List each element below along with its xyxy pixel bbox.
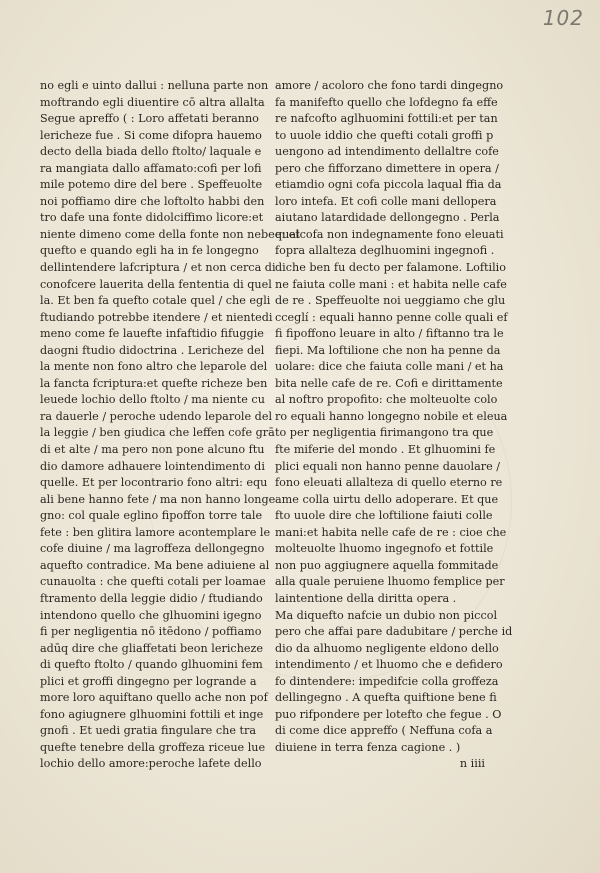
text-line: aiutano latardidade dellongegno . Perla (275, 211, 500, 225)
signature-mark: n iiii (459, 757, 485, 771)
text-line: bita nelle cafe de re. Cofi e dirittamente (275, 376, 503, 390)
text-line: la leggie / ben giudica che leffen cofe grā (40, 426, 275, 440)
text-line: alla quale peruiene lhuomo femplice per (275, 575, 505, 589)
text-line: fi fipoffono leuare in alto / fiftanno tra le (275, 327, 504, 341)
text-line: loro intefa. Et cofi colle mani dellopera (275, 194, 497, 208)
text-line: diuiene in terra fenza cagione . ) (275, 740, 461, 754)
text-line: lericheze fue . Si come difopra hauemo (40, 128, 262, 142)
text-line: mile potemo dire del bere . Speffeuolte (40, 178, 263, 192)
text-line: de re . Speffeuolte noi ueggiamo che glu (275, 294, 506, 308)
text-line: intendono quello che glhuomini igegno (40, 608, 262, 622)
text-line: re nafcofto aglhuomini fottili:et per tan (275, 112, 498, 126)
right-text-column (275, 78, 513, 773)
text-line: ro equali hanno longegno nobile et eleua (275, 409, 508, 423)
text-line: lochio dello amore:peroche lafete dello (40, 757, 262, 771)
text-line: tro dafe una fonte didolciffimo licore:et (40, 211, 264, 225)
text-line: pero che fifforzano dimettere in opera / (275, 161, 499, 175)
text-line: Ma diquefto nafcie un dubio non piccol (275, 608, 498, 622)
text-line: aquefto contradice. Ma bene adiuiene al (40, 558, 270, 572)
text-line: uolare: dice che faiuta colle mani / et ha (275, 360, 504, 374)
text-line: fopra allalteza deglhuomini ingegnofi . (275, 244, 495, 258)
text-line: quefto e quando egli ha in fe longegno (40, 244, 259, 258)
text-line: amore / acoloro che fono tardi dingegno (275, 79, 504, 92)
text-line: fa manifefto quello che lofdegno fa effe (275, 95, 498, 109)
text-line: al noftro propofito: che molteuolte colo (275, 393, 498, 407)
text-line: ftudiando potrebbe itendere / et nientedi (40, 310, 273, 324)
text-line: fete : ben glitira lamore acontemplare le (40, 525, 271, 539)
text-line: niente dimeno come della fonte non nebee: et (40, 227, 300, 241)
text-line: dio damore adhauere lointendimento di (40, 459, 265, 473)
text-line: fi per negligentia nō itēdono / poffiamo (40, 625, 262, 639)
text-line: more loro aquiftano quello ache non pof (40, 691, 268, 705)
text-line: leuede lochio dello ftolto / ma niente cu (40, 393, 265, 407)
text-line: fono eleuati allalteza di quello eterno re (275, 476, 503, 490)
text-line: fiepi. Ma loftilione che non ha penne da (275, 343, 501, 357)
text-line: la. Et ben fa quefto cotale quel / che egli (40, 294, 271, 308)
text-line: cunauolta : che quefti cotali per loamae (40, 575, 266, 589)
text-line: ra mangiata dallo affamato:cofi per lofi (40, 161, 262, 175)
text-line: ame colla uirtu dello adoperare. Et que (275, 492, 499, 506)
text-line: to uuole iddio che quefti cotali groffi p (275, 128, 494, 142)
text-line: decto della biada dello ftolto/ laquale e (40, 145, 262, 159)
text-line: dellintendere lafcriptura / et non cerca di (40, 261, 276, 275)
text-line: cofe diuine / ma lagroffeza dellongegno (40, 542, 265, 556)
text-line: diche ben fu decto per falamone. Loftilio (275, 261, 506, 275)
text-line: fono agiugnere glhuomini fottili et inge (40, 707, 264, 721)
text-line: fto uuole dire che loftilione faiuti colle (275, 509, 493, 523)
text-line: plici equali non hanno penne dauolare / (275, 459, 501, 473)
text-line: quefte tenebre della groffeza riceue lue (40, 740, 266, 754)
text-line: mani:et habita nelle cafe de re : cioe che (275, 525, 507, 539)
text-line: di quefto ftolto / quando glhuomini fem (40, 658, 263, 672)
text-line: ra dauerle / peroche udendo leparole del (40, 409, 273, 423)
text-line: fo dintendere: impedifcie colla groffeza (275, 674, 499, 688)
text-line: intendimento / et lhuomo che e defidero (275, 658, 503, 672)
text-line: di et alte / ma pero non pone alcuno ftu (40, 443, 265, 457)
text-line: quelle. Et per locontrario fono altri: equ (40, 476, 268, 490)
text-line: dellingegno . A quefta quiftione bene fi (275, 691, 497, 705)
text-line: moftrando egli diuentire cō altra allalta (40, 95, 265, 109)
text-line: qualcofa non indegnamente fono eleuati (275, 227, 504, 241)
text-line: daogni ftudio didoctrina . Lericheze del (40, 343, 265, 357)
text-line: to per negligentia firimangono tra que (275, 426, 494, 440)
text-line: adūq dire che gliaffetati beon lericheze (40, 641, 264, 655)
text-line: laintentione della diritta opera . (275, 591, 457, 605)
text-line: ftramento della leggie didio / ftudiando (40, 591, 263, 605)
text-line: no egli e uinto dallui : nelluna parte non (40, 79, 269, 92)
text-line: etiamdio ogni cofa piccola laqual ffia da (275, 178, 502, 192)
text-line: conofcere lauerita della fententia di quel (40, 277, 272, 291)
text-line: meno come fe lauefte infaftidio fifuggie (40, 327, 264, 341)
text-line: puo rifpondere per lotefto che fegue . O (275, 707, 502, 721)
text-line: fte miferie del mondo . Et glhuomini fe (275, 443, 496, 457)
text-line: gnofi . Et uedi gratia fingulare che tra (40, 724, 257, 738)
text-line: non puo aggiugnere aquella fommitade (275, 558, 499, 572)
text-line: la mente non fono altro che leparole del (40, 360, 268, 374)
text-line: molteuolte lhuomo ingegnofo et fottile (275, 542, 494, 556)
text-line: ali bene hanno fete / ma non hanno longe (40, 492, 276, 506)
folio-number: 102 (542, 6, 584, 30)
text-line: la fancta fcriptura:et quefte richeze ben (40, 376, 268, 390)
text-line: noi poffiamo dire che loftolto habbi den (40, 194, 265, 208)
text-line: plici et groffi dingegno per logrande a (40, 674, 257, 688)
text-line: ne faiuta colle mani : et habita nelle cafe (275, 277, 507, 291)
text-line: gno: col quale eglino fipoffon torre tale (40, 509, 263, 523)
text-line: Segue apreffo ( : Loro affetati beranno (40, 112, 259, 126)
text-line: di come dice appreffo ( Neffuna cofa a (275, 724, 493, 738)
text-line: cceglí : equali hanno penne colle quali ef (275, 310, 508, 324)
left-text-column (40, 78, 300, 773)
text-line: dio da alhuomo negligente eldono dello (275, 641, 499, 655)
text-line: pero che affai pare dadubitare / perche id (275, 625, 513, 639)
text-line: uengono ad intendimento dellaltre cofe (275, 145, 499, 159)
